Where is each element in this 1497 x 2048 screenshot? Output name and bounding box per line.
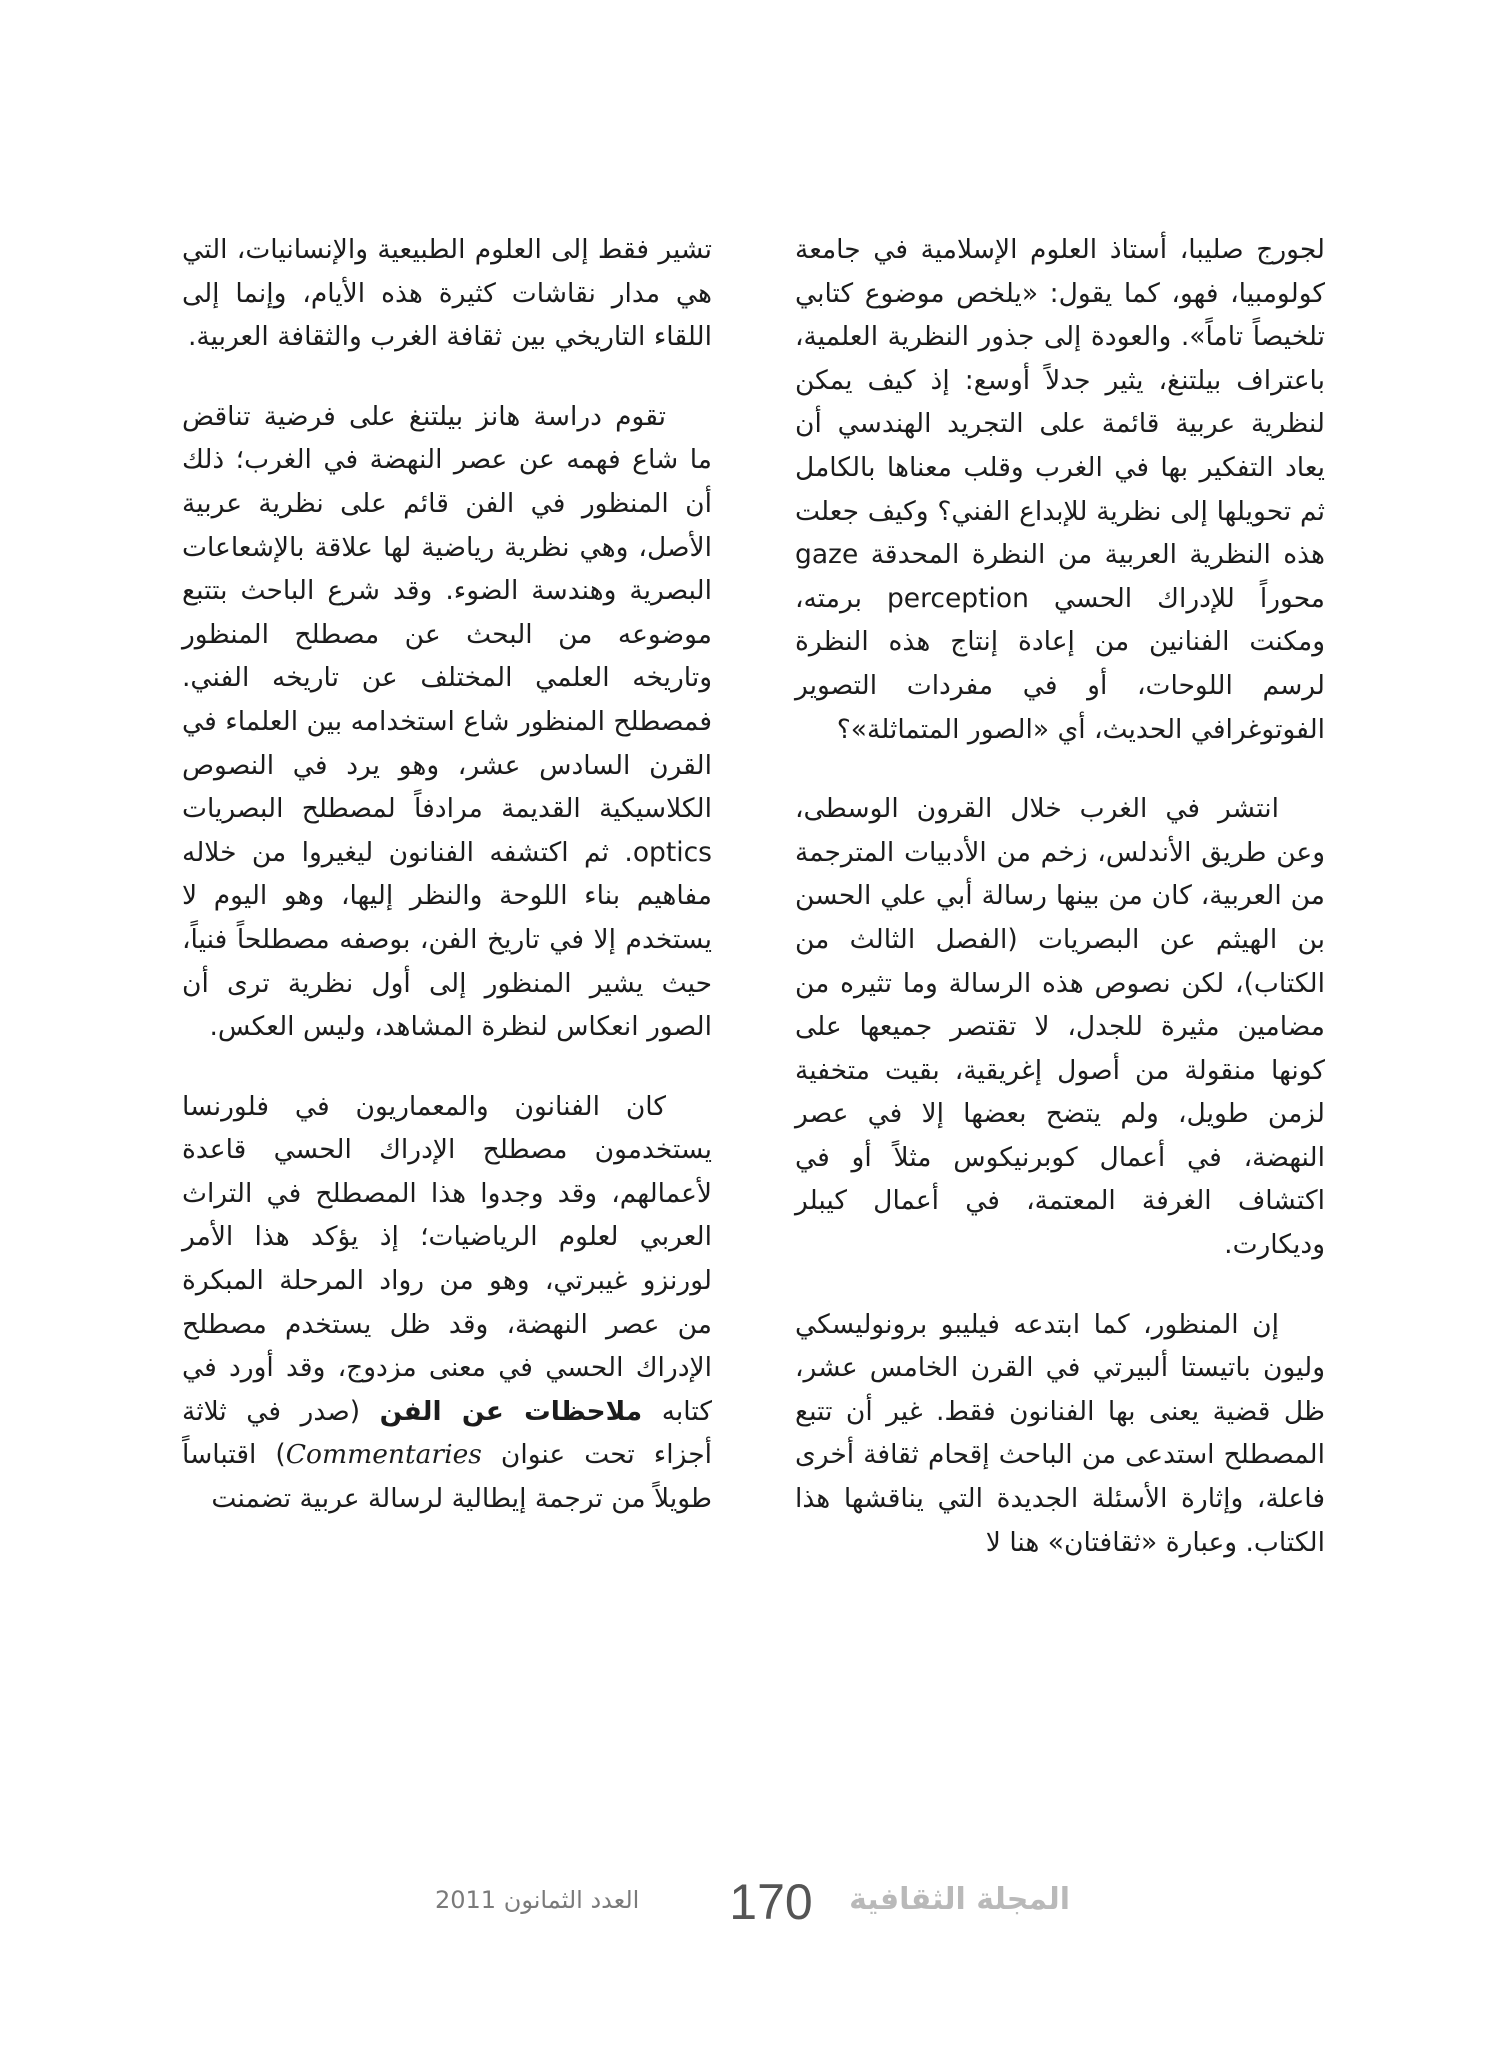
- text-column-right: [795, 228, 1325, 1600]
- paragraph-text: (صدر في ثلاثة أجزاء تحت عنوان: [182, 1395, 712, 1471]
- paragraph-text: كان الفنانون والمعماريون في فلورنسا يستخدمون مصطلح الإدراك الحسي قاعدة لأعمالهم، وقد وجدوا هذا المصطلح في التراث العربي لعلوم الرياضيات؛ إذ يؤكد هذا الأمر لورنزو غيبرتي، وهو من رواد المرحلة المبكرة من عصر النهضة، وقد ظل يستخدم مصطلح الإدراك الحسي في معنى مزدوج، وقد أورد في كتابه: [182, 1090, 712, 1427]
- paragraph: إن المنظور، كما ابتدعه فيليبو برونوليسكي وليون باتيستا ألبيرتي في القرن الخامس عشر، ظل قضية يعنى بها الفنانون فقط. غير أن تتبع المصطلح استدعى من الباحث إقحام ثقافة أخرى فاعلة، وإثارة الأسئلة الجديدة التي يناقشها هذا الكتاب. وعبارة «ثقافتان» هنا لا: [795, 1308, 1325, 1558]
- paragraph: تشير فقط إلى العلوم الطبيعية والإنسانيات، التي هي مدار نقاشات كثيرة هذه الأيام، وإنما إلى اللقاء التاريخي بين ثقافة الغرب والثقافة العربية.: [182, 234, 712, 353]
- book-title: ملاحظات عن الفن: [379, 1395, 643, 1427]
- paragraph-text: ) اقتباساً طويلاً من ترجمة إيطالية لرسالة عربية تضمنت: [182, 1439, 712, 1515]
- text-column-left: [182, 228, 712, 1557]
- page-number: 170: [729, 1874, 813, 1930]
- paragraph: [182, 1085, 712, 1521]
- issue-label: العدد الثمانون 2011: [435, 1886, 640, 1914]
- page-footer: [0, 1874, 1497, 1934]
- magazine-name: المجلة الثقافية: [849, 1882, 1070, 1917]
- paragraph: لجورج صليبا، أستاذ العلوم الإسلامية في جامعة كولومبيا، فهو، كما يقول: «يلخص موضوع كتابي تلخيصاً تاماً». والعودة إلى جذور النظرية العلمية، باعتراف بيلتنغ، يثير جدلاً أوسع: إذ كيف يمكن لنظرية عربية قائمة على التجريد الهندسي أن يعاد التفكير بها في الغرب وقلب معناها بالكامل ثم تحويلها إلى نظرية للإبداع الفني؟ وكيف جعلت هذه النظرية العربية من النظرة المحدقة gaze محوراً للإدراك الحسي perception برمته، ومكنت الفنانين من إعادة إنتاج هذه النظرة لرسم اللوحات، أو في مفردات التصوير الفوتوغرافي الحديث، أي «الصور المتماثلة»؟: [795, 234, 1326, 745]
- paragraph: انتشر في الغرب خلال القرون الوسطى، وعن طريق الأندلس، زخم من الأدبيات المترجمة من العربية، كان من بينها رسالة أبي علي الحسن بن الهيثم عن البصريات (الفصل الثالث من الكتاب)، لكن نصوص هذه الرسالة وما تثيره من مضامين مثيرة للجدل، لا تقتصر جميعها على كونها منقولة من أصول إغريقية، بقيت متخفية لزمن طويل، ولم يتضح بعضها إلا في عصر النهضة، في أعمال كوبرنيكوس مثلاً أو في اكتشاف الغرفة المعتمة، في أعمال كيبلر وديكارت.: [795, 793, 1325, 1261]
- latin-term: Commentaries: [285, 1439, 482, 1471]
- paragraph: تقوم دراسة هانز بيلتنغ على فرضية تناقض ما شاع فهمه عن عصر النهضة في الغرب؛ ذلك أن المنظور في الفن قائم على نظرية عربية الأصل، وهي نظرية رياضية لها علاقة بالإشعاعات البصرية وهندسة الضوء. وقد شرع الباحث بتتبع موضوعه من البحث عن مصطلح المنظور وتاريخه العلمي المختلف عن تاريخه الفني. فمصطلح المنظور شاع استخدامه بين العلماء في القرن السادس عشر، وهو يرد في النصوص الكلاسيكية القديمة مرادفاً لمصطلح البصريات optics. ثم اكتشفه الفنانون ليغيروا من خلاله مفاهيم بناء اللوحة والنظر إليها، وهو اليوم لا يستخدم إلا في تاريخ الفن، بوصفه مصطلحاً فنياً، حيث يشير المنظور إلى أول نظرية ترى أن الصور انعكاس لنظرة المشاهد، وليس العكس.: [182, 400, 712, 1043]
